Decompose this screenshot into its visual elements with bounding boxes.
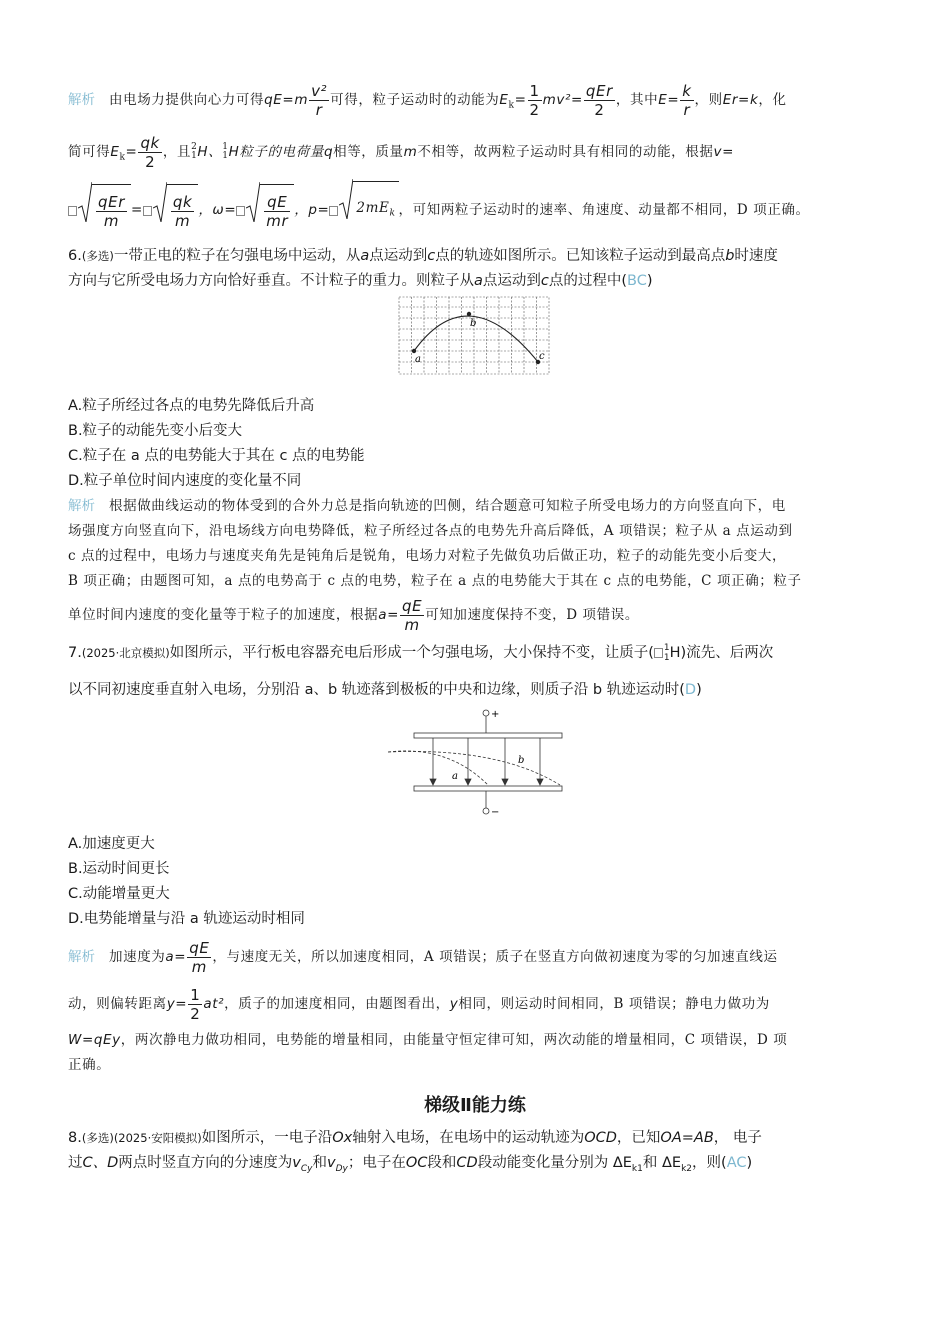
solution-7-line-3 [68,1028,882,1053]
text: 轴射入电场，在电场中的运动轨迹为 [352,1130,585,1147]
option-a[interactable]: A.加速度更大 [68,836,155,853]
option-c[interactable]: C.动能增量更大 [68,886,170,903]
radical-icon [78,182,92,222]
fraction [680,82,693,119]
minus-label: − [491,807,500,819]
fraction [171,193,194,230]
solution-tag: 解析 [68,92,95,108]
subscript: k [508,100,515,111]
text: 简可得 [68,143,111,160]
question-6 [68,244,882,494]
formula: at² [203,996,225,1013]
solution-6 [68,494,882,636]
formula: qE=m [264,92,309,108]
question-7-stem-line-1 [68,636,882,670]
formula: Er=k [722,92,759,108]
denominator: m [191,958,207,977]
text: 段动能变化量分别为 ΔE [477,1155,632,1172]
fraction [309,82,329,119]
subscript: k2 [681,1163,693,1174]
solution-7 [68,934,882,1078]
text: ，且 [162,143,192,160]
fraction [138,134,161,171]
trajectory-a [388,751,488,785]
var: C、D [82,1155,119,1172]
text: ，已知 [616,1130,661,1147]
var: OC [405,1155,428,1172]
solution-7-line-2 [68,980,882,1028]
formula: W=qEy [68,1032,121,1049]
placeholder-box-icon [329,206,338,216]
text: ，其中 [615,92,659,108]
trajectory-b [388,751,560,785]
trajectory-figure [398,296,550,376]
solution-tag: 解析 [68,498,95,515]
text: 如图所示，平行板电容器充电后形成一个匀强电场，大小保持不变，让质子( [169,645,654,662]
solution-5 [68,78,882,240]
question-number: 8. [68,1130,82,1147]
text: ，可知两粒子运动时的速率、角速度、动量都不相同，D 项正确。 [398,202,810,219]
text: 点运动到 [369,248,428,265]
label-b: b [518,755,525,767]
question-tag: (多选)(2025·安阳模拟) [81,1131,202,1146]
label-a: a [452,771,458,783]
fraction [188,986,202,1023]
denominator: 2 [145,152,156,171]
fraction [584,82,615,119]
formula: H、 [197,143,223,160]
text: 和 ΔE [642,1155,682,1172]
solution-7-line-1 [68,934,882,980]
text: ，则( [692,1155,727,1172]
var: c [427,248,436,265]
denominator: 2 [594,101,605,119]
question-tag: (多选) [81,249,114,264]
var: OCD [584,1130,617,1147]
radical-icon [153,182,167,222]
numerator: qk [140,133,160,152]
var: b [725,248,735,265]
text: ，则 [694,92,723,108]
text: 单位时间内速度的变化量等于粒子的加速度，根据 [68,607,379,624]
denominator: mr [266,212,289,231]
question-number: 6. [68,248,82,265]
answer: AC [726,1155,747,1172]
text: 以不同初速度垂直射入电场，分别沿 a、b 轨迹落到极板的中央和边缘，则质子沿 b 轨迹运动时( [68,682,685,699]
var: c [540,273,549,290]
denominator: m [174,212,191,231]
sqrt [246,184,294,237]
numerator: qE [264,193,290,212]
solution-6-line-3: c 点的过程中，电场力与速度夹角先是钝角后是锐角，电场力对粒子先做负功后做正功，粒子的动能先变小后变大， [68,548,787,565]
question-6-stem-line-1 [68,244,882,269]
question-6-options [68,394,882,494]
numerator: 1 [190,986,201,1005]
question-8-stem-line-2 [68,1151,882,1182]
text: 如图所示，一电子沿 [201,1130,333,1147]
var: OA=AB [660,1130,714,1147]
formula: H粒子的电荷量 [228,143,324,160]
fraction [528,82,542,119]
numerator: qk [172,193,193,212]
var: v [292,1155,301,1172]
var: Ox [332,1130,353,1147]
text: 过 [68,1155,83,1172]
text: H)流先、后两次 [669,645,774,662]
var: CD [456,1155,478,1172]
option-d[interactable]: D.电势能增量与沿 a 轨迹运动时相同 [68,911,305,928]
label-b: b [470,318,477,330]
text: 时速度 [734,248,778,265]
subscript: k [119,152,126,163]
subscript: Cy [300,1163,313,1174]
bottom-plate [414,786,562,791]
option-c[interactable]: C.粒子在 a 点的电势能大于其在 c 点的电势能 [68,448,365,465]
top-plate [414,733,562,738]
fraction [264,193,290,230]
text: 由电场力提供向心力可得 [109,92,265,108]
text: 两点时竖直方向的分速度为 [118,1155,293,1172]
formula: y= [166,996,188,1013]
point-b [467,312,471,316]
isotope-prefix: 1 1 [222,142,229,162]
option-d[interactable]: D.粒子单位时间内速度的变化量不同 [68,473,302,490]
solution-6-line-2: 场强度方向竖直向下，沿电场线方向电势降低，粒子所经过各点的电势先升高后降低，A 项错误；粒子从 a 点运动到 [68,523,793,540]
atomic-number: 1 [663,653,670,664]
denominator: m [103,212,120,231]
solution-6-line-4: B 项正确；由题图可知，a 点的电势高于 c 点的电势，粒子在 a 点的电势能大于其在 c 点的电势能，C 项正确；粒子 [68,573,802,590]
formula: v= [713,143,734,160]
option-a[interactable]: A.粒子所经过各点的电势先降低后升高 [68,398,315,415]
text: 方向与它所受电场力方向恰好垂直。不计粒子的重力。则粒子从 [68,273,474,290]
text: ) [696,682,702,699]
text: ，化 [758,92,787,108]
numerator: qEr [98,193,125,212]
text: ) [746,1155,753,1172]
mass-number: 1 [663,643,670,654]
formula: m [403,143,418,160]
text: 可得，粒子运动时的动能为 [330,92,500,108]
text: 加速度为 [109,949,166,966]
formula: mv²= [542,92,583,108]
isotope-prefix: 2 1 [191,142,198,162]
text: 点的轨迹如图所示。已知该粒子运动到最高点 [435,248,726,265]
var: a [360,248,370,265]
text: ，两次静电力做功相同，电势能的增量相同，由能量守恒定律可知，两次动能的增量相同，C 项错误，D 项 [120,1032,788,1049]
option-b[interactable]: B.运动时间更长 [68,861,170,878]
denominator: 2 [529,101,540,119]
var: a [474,273,483,290]
denominator: 2 [190,1005,201,1024]
solution-5-line-1 [68,78,882,128]
question-tag: (2025·北京模拟) [81,646,170,661]
formula: E [110,143,120,160]
sqrt [153,184,198,237]
numerator: qEr [585,82,613,100]
text: ，与速度无关，所以加速度相同，A 项错误；质子在竖直方向做初速度为零的匀加速直线运 [212,949,778,966]
radicand: 2mE [356,200,390,217]
formula: q [323,143,334,160]
text: = [125,143,138,160]
subscript: Dy [335,1163,348,1174]
text: ， 电子 [713,1130,762,1147]
numerator: k [682,82,692,100]
var: v [327,1155,336,1172]
plus-label: + [491,709,500,721]
denominator: m [404,616,420,635]
text: 点运动到 [482,273,541,290]
capacitor-figure [388,707,588,827]
subscript: k1 [631,1163,643,1174]
fraction [400,597,424,634]
question-8 [68,1126,882,1182]
question-number: 7. [68,645,82,662]
solution-6-line-1 [68,494,882,519]
numerator: qE [189,939,210,958]
text: = [514,92,527,108]
solution-5-line-2 [68,128,882,182]
solution-7-line-4: 正确。 [68,1057,111,1074]
answer: BC [627,273,647,290]
text: = [130,202,143,219]
text: 相等，质量 [333,143,404,160]
subscript: k [389,209,396,220]
text: 段和 [427,1155,457,1172]
text: 一带正电的粒子在匀强电场中运动，从 [113,248,361,265]
question-8-stem-line-1 [68,1126,882,1151]
point-a [412,349,416,353]
radical-icon [339,179,353,219]
solution-5-line-3 [68,181,882,240]
formula: E= [658,92,680,108]
label-c: c [539,351,545,363]
radical-icon [246,182,260,222]
numerator: qE [402,597,423,616]
numerator: v² [311,82,328,100]
placeholder-box-icon [68,206,77,216]
text: 动，则偏转距离 [68,996,167,1013]
fraction [96,193,127,230]
text: 相同，则运动时间相同，B 项错误；静电力做功为 [458,996,770,1013]
solution-6-line-5 [68,594,882,636]
option-b[interactable]: B.粒子的动能先变小后变大 [68,423,243,440]
section-title: 梯级Ⅱ能力练 [424,1095,526,1117]
formula: a= [378,607,399,624]
text: ；电子在 [347,1155,406,1172]
denominator: r [315,101,323,119]
sqrt [78,184,131,237]
formula: ，p= [294,202,330,219]
denominator: r [683,101,691,119]
placeholder-box-icon [236,206,245,216]
answer: D [684,682,697,699]
text: 和 [312,1155,328,1172]
numerator: 1 [529,82,540,100]
formula: ，ω= [198,202,237,219]
text: ) [646,273,653,290]
text: ，质子的加速度相同，由题图看出， [224,996,450,1013]
placeholder-box-icon [143,206,152,216]
text: 可知加速度保持不变，D 项错误。 [425,607,639,624]
page-content [68,78,882,1182]
placeholder-box-icon [654,648,663,658]
formula: E [499,92,509,108]
question-7 [68,636,882,932]
text: 不相等，故两粒子运动时具有相同的动能，根据 [417,143,714,160]
question-7-options [68,832,882,932]
question-7-stem-line-2 [68,678,882,703]
sqrt [339,181,398,240]
label-a: a [415,354,421,366]
fraction [187,939,211,976]
question-6-stem-line-2 [68,269,882,294]
solution-tag: 解析 [68,949,95,966]
formula: a= [165,949,187,966]
formula: y [449,996,459,1013]
text: 根据做曲线运动的物体受到的合外力总是指向轨迹的凹侧，结合题意可知粒子所受电场力的方向竖直向下，电 [109,498,786,515]
text: 点的过程中( [548,273,628,290]
